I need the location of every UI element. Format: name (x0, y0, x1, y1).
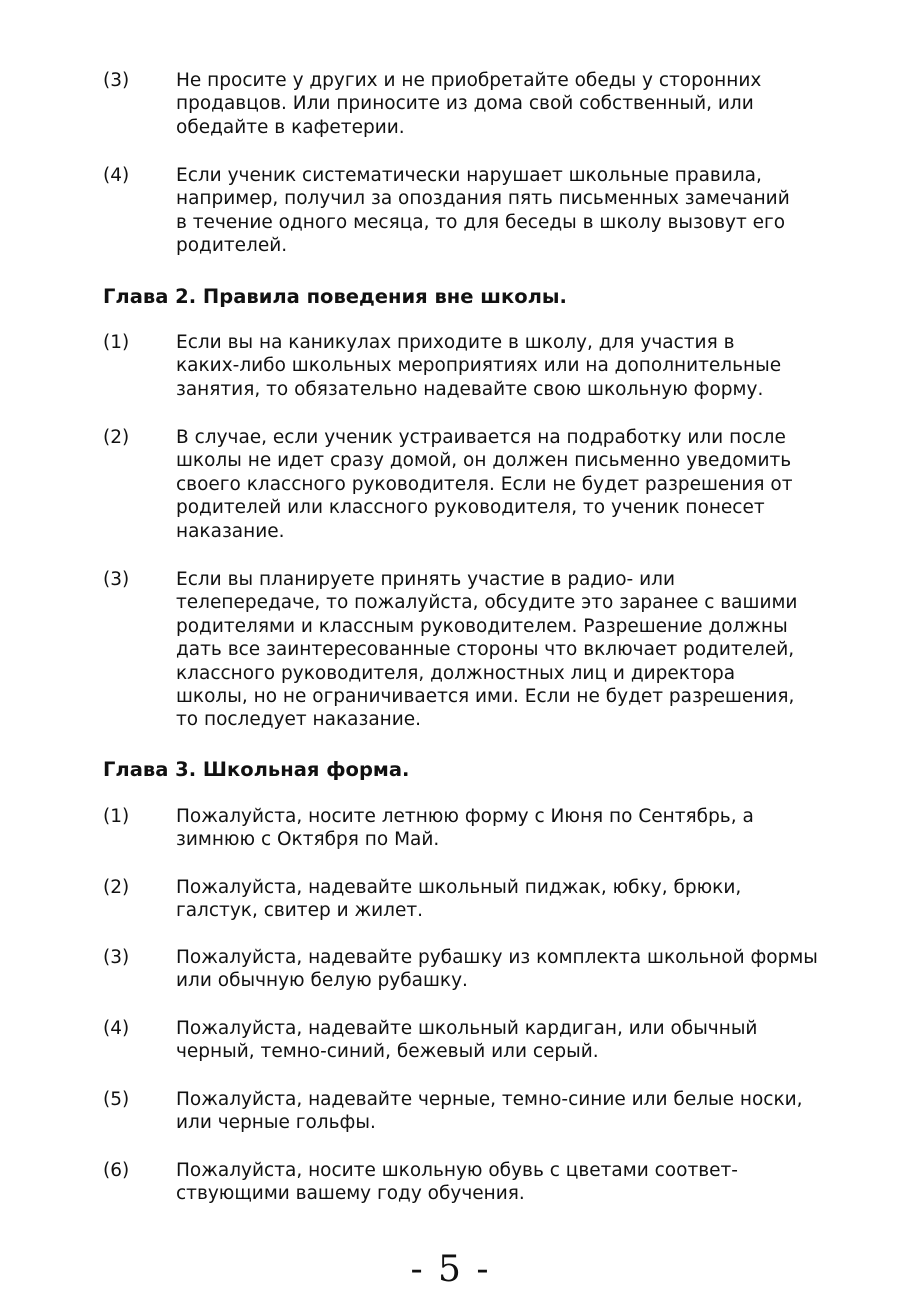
chapter-3-heading: Глава 3. Школьная форма. (103, 758, 410, 781)
item-number: (3) (103, 947, 130, 968)
item-text: Если вы планируете принять участие в радио- или телепередаче, то пожалуйста, обсудите это заранее с вашими родителями и классным руководителем. Разрешение должны дать все заинтересованные стороны что включает родителей, классного руководителя, должностных лиц и директора школы, но не ограничивается ими. Если не будет разрешения, то последует наказание. (176, 569, 798, 731)
list-item (103, 946, 823, 993)
item-number: (3) (103, 70, 130, 91)
item-number: (1) (103, 332, 130, 353)
list-item (103, 69, 823, 139)
item-text: Пожалуйста, носите школьную обувь с цветами соответ- ствующими вашему году обучения. (176, 1160, 738, 1205)
list-item (103, 1017, 823, 1064)
list-item (103, 876, 823, 923)
item-text: Пожалуйста, носите летнюю форму с Июня по Сентябрь, а зимнюю с Октября по Май. (176, 806, 754, 851)
item-number: (3) (103, 569, 130, 590)
list-item (103, 426, 823, 543)
item-text: Если ученик систематически нарушает школьные правила, например, получил за опоздания пять письменных замечаний в течение одного месяца, то для беседы в школу вызовут его родителей. (176, 165, 790, 257)
item-text: Не просите у других и не приобретайте обеды у сторонних продавцов. Или приносите из дома свой собственный, или обедайте в кафетерии. (176, 70, 762, 138)
item-number: (2) (103, 877, 130, 898)
item-number: (5) (103, 1089, 130, 1110)
item-text: В случае, если ученик устраивается на подработку или после школы не идет сразу домой, он должен письменно уведомить своего классного руководителя. Если не будет разрешения от родителей или классного руководителя, то ученик понесет наказание. (176, 427, 793, 542)
item-text: Пожалуйста, надевайте черные, темно-синие или белые носки, или черные гольфы. (176, 1089, 803, 1134)
item-number: (4) (103, 165, 130, 186)
item-number: (2) (103, 427, 130, 448)
list-item (103, 164, 823, 258)
list-item (103, 1159, 823, 1206)
list-item (103, 805, 823, 852)
item-text: Если вы на каникулах приходите в школу, для участия в каких-либо школьных мероприятиях или на дополнительные занятия, то обязательно надевайте свою школьную форму. (176, 332, 782, 400)
item-text: Пожалуйста, надевайте школьный пиджак, юбку, брюки, галстук, свитер и жилет. (176, 877, 742, 922)
item-number: (6) (103, 1160, 130, 1181)
item-number: (1) (103, 806, 130, 827)
chapter-2-heading: Глава 2. Правила поведения вне школы. (103, 285, 567, 308)
item-text: Пожалуйста, надевайте рубашку из комплекта школьной формы или обычную белую рубашку. (176, 947, 818, 992)
list-item (103, 331, 823, 401)
item-text: Пожалуйста, надевайте школьный кардиган, или обычный черный, темно-синий, бежевый или серый. (176, 1018, 758, 1063)
list-item (103, 1088, 823, 1135)
list-item (103, 568, 823, 732)
item-number: (4) (103, 1018, 130, 1039)
page-number: - 5 - (410, 1249, 491, 1290)
